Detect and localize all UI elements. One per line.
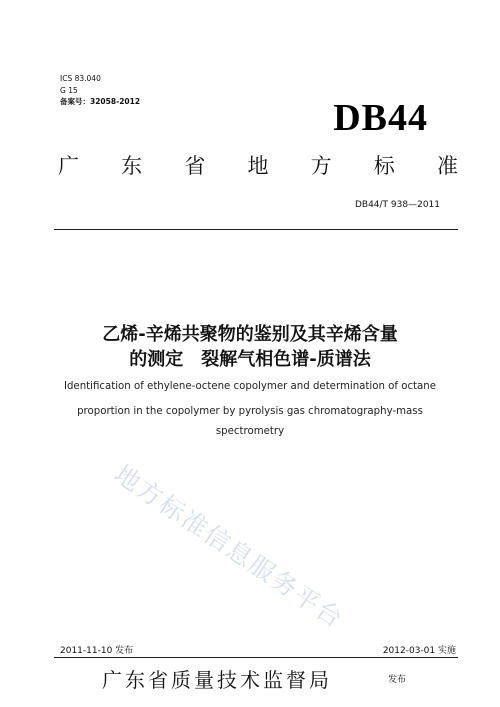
title-en-line1: Identification of ethylene-octene copolymer and determination of octane <box>63 381 437 392</box>
standard-type-char: 广 <box>58 154 79 178</box>
standard-type-char: 方 <box>310 154 332 178</box>
title-cn-line2: 的测定 裂解气相色谱-质谱法 <box>129 349 371 370</box>
top-divider <box>54 229 458 230</box>
standard-type-char: 准 <box>436 154 458 178</box>
standard-type-char: 标 <box>373 154 395 178</box>
bottom-divider <box>54 657 458 658</box>
standard-type-char: 东 <box>121 154 143 178</box>
standard-code: DB44/T 938—2011 <box>354 200 440 210</box>
filing-number: 备案号：32058-2012 <box>60 97 141 106</box>
publisher-name: 广东省质量技术监督局 <box>102 668 332 692</box>
issue-date: 2011-11-10 发布 <box>60 646 134 656</box>
standard-type-char: 地 <box>247 154 269 178</box>
title-cn-line1: 乙烯-辛烯共聚物的鉴别及其辛烯含量 <box>102 324 398 345</box>
header-metadata <box>60 73 140 108</box>
watermark-text: 地方标准信息服务平台 <box>109 459 350 635</box>
classification-code: G 15 <box>60 85 78 95</box>
ics-code: ICS 83.040 <box>60 74 101 83</box>
title-en-line3: spectrometry <box>215 426 285 437</box>
standard-type-heading <box>58 150 458 180</box>
implementation-date: 2012-03-01 实施 <box>382 646 456 656</box>
publish-label: 发布 <box>388 675 407 685</box>
standard-type-char: 省 <box>184 154 206 178</box>
title-en-line2: proportion in the copolymer by pyrolysis gas chromatography-mass <box>77 406 423 417</box>
db44-logo: DB44 <box>333 97 428 139</box>
